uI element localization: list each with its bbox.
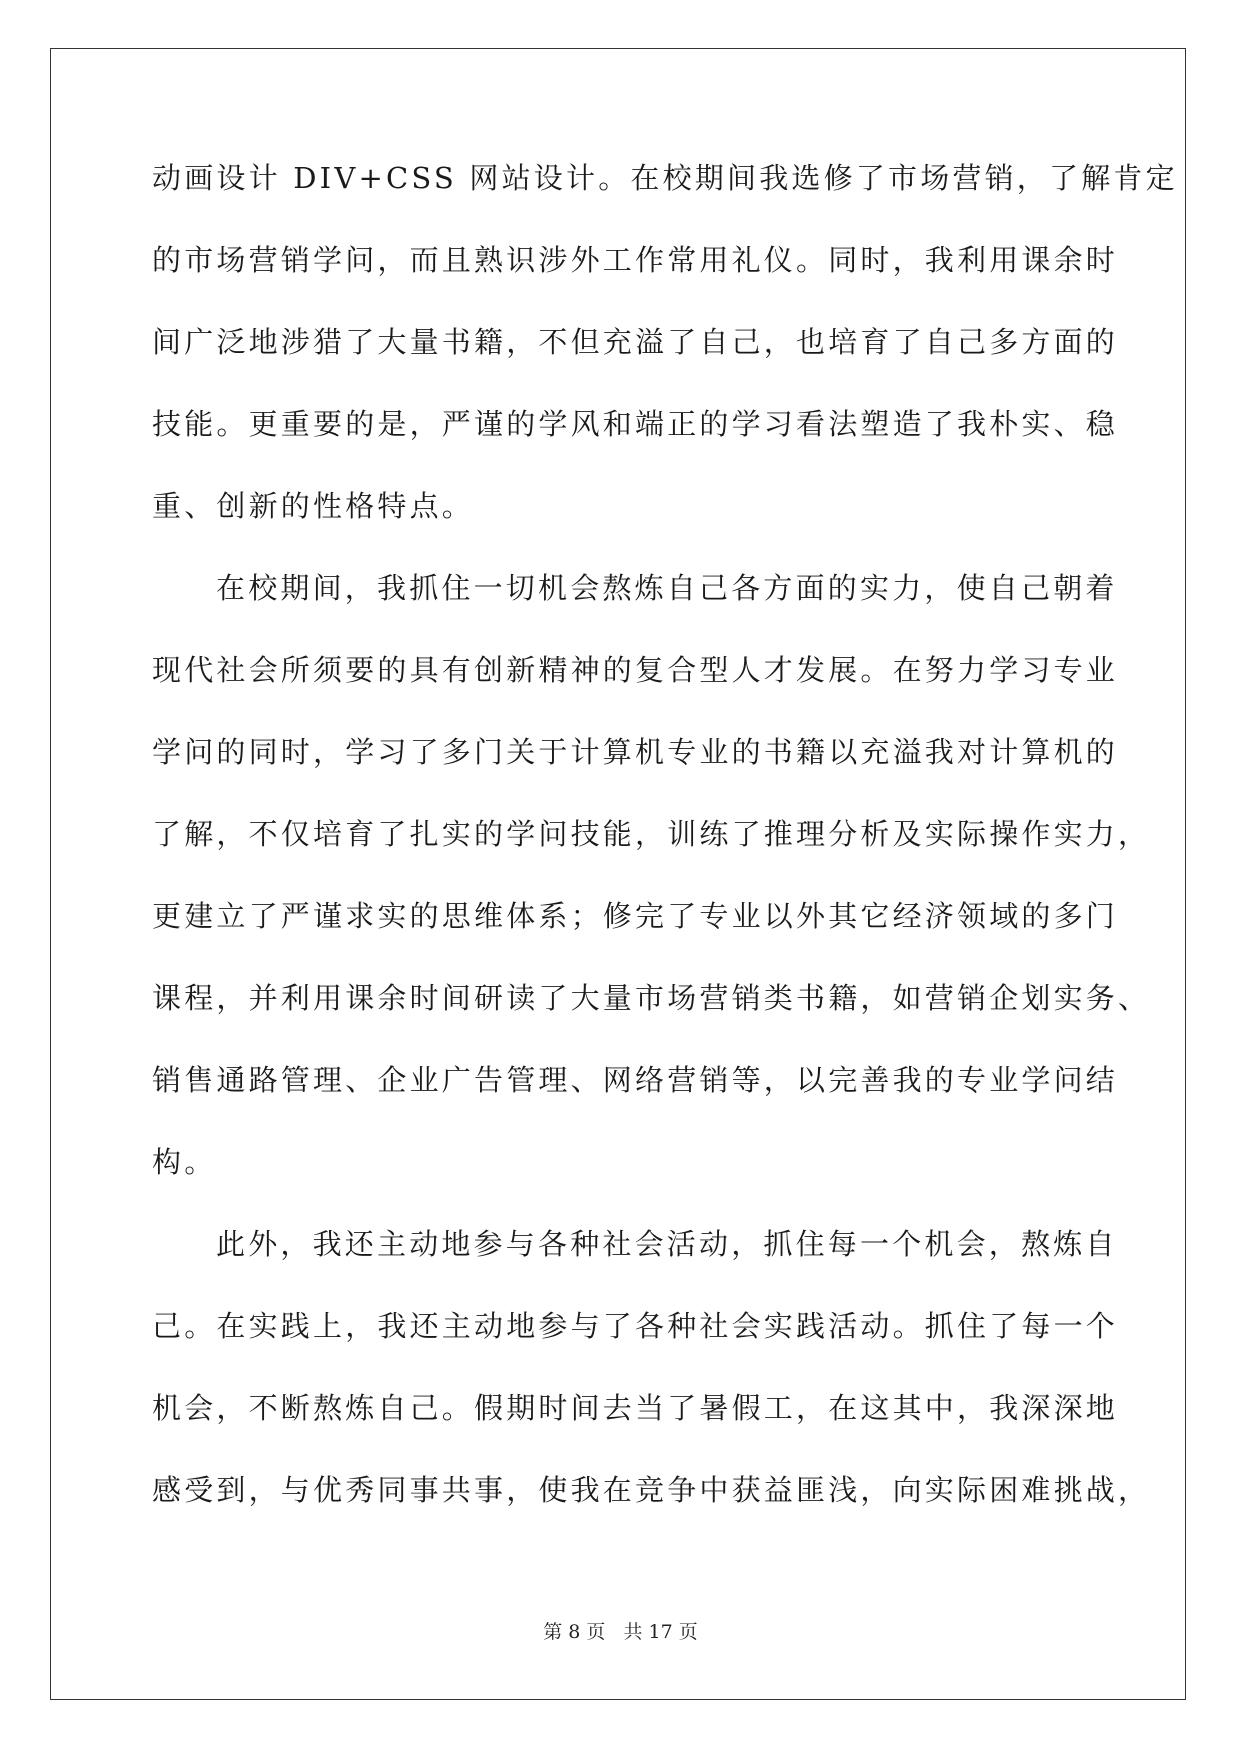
total-pages: 共 17 页 — [623, 1621, 698, 1643]
text-line: 的市场营销学问，而且熟识涉外工作常用礼仪。同时，我利用课余时 — [152, 243, 1119, 277]
page-footer — [0, 1620, 1241, 1644]
text-line: 构。 — [152, 1145, 217, 1179]
text-line: 间广泛地涉猎了大量书籍，不但充溢了自己，也培育了自己多方面的 — [152, 325, 1119, 359]
text-line: 现代社会所须要的具有创新精神的复合型人才发展。在努力学习专业 — [152, 653, 1119, 687]
text-line: 重、创新的性格特点。 — [152, 489, 475, 523]
page-number: 第 8 页 — [543, 1621, 606, 1643]
text-line: 动画设计 DIV+CSS 网站设计。在校期间我选修了市场营销，了解肯定 — [152, 161, 1178, 195]
text-line: 了解，不仅培育了扎实的学问技能，训练了推理分析及实际操作实力， — [152, 817, 1151, 851]
text-line: 在校期间，我抓住一切机会熬炼自己各方面的实力，使自己朝着 — [216, 571, 1118, 605]
text-line: 技能。更重要的是，严谨的学风和端正的学习看法塑造了我朴实、稳 — [152, 407, 1119, 441]
text-line: 销售通路管理、企业广告管理、网络营销等，以完善我的专业学问结 — [152, 1063, 1119, 1097]
document-body — [152, 160, 1178, 1554]
text-line: 此外，我还主动地参与各种社会活动，抓住每一个机会，熬炼自 — [216, 1227, 1118, 1261]
text-line: 学问的同时，学习了多门关于计算机专业的书籍以充溢我对计算机的 — [152, 735, 1119, 769]
text-line: 感受到，与优秀同事共事，使我在竞争中获益匪浅，向实际困难挑战， — [152, 1473, 1151, 1507]
text-line: 己。在实践上，我还主动地参与了各种社会实践活动。抓住了每一个 — [152, 1309, 1119, 1343]
text-line: 机会，不断熬炼自己。假期时间去当了暑假工，在这其中，我深深地 — [152, 1391, 1119, 1425]
text-line: 更建立了严谨求实的思维体系；修完了专业以外其它经济领域的多门 — [152, 899, 1119, 933]
text-line: 课程，并利用课余时间研读了大量市场营销类书籍，如营销企划实务、 — [152, 981, 1151, 1015]
